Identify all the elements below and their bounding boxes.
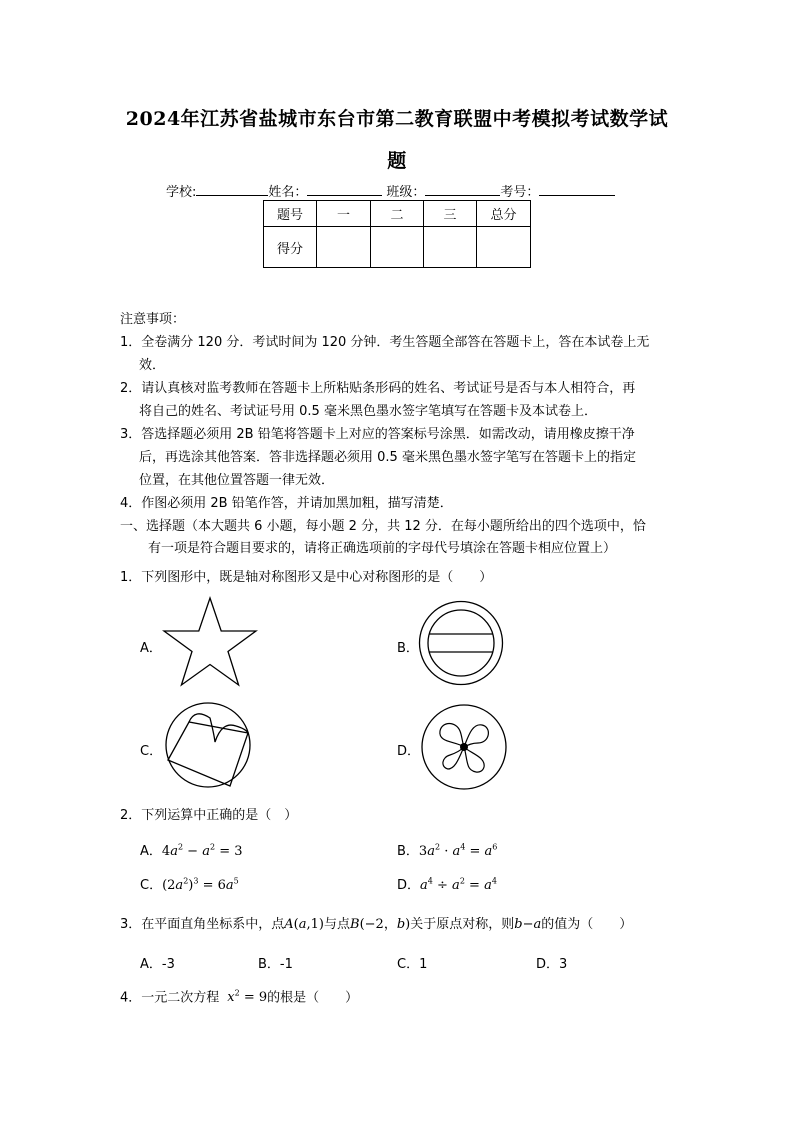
q2-option-a[interactable] [140,840,243,859]
q2-option-d-label: D． [397,878,421,893]
q4-stem [120,986,358,1006]
math-expr: $a^4 \div a^2 = a^4$ [420,876,497,893]
score-cell[interactable] [424,227,477,268]
note-3c: 位置，在其他位置答题一律无效． [139,473,335,488]
score-table [263,200,531,268]
note-2a: 2．请认真核对监考教师在答题卡上所粘贴条形码的姓名、考试证号是否与本人相符合，再 [120,381,636,396]
exam-no-label: 考号： [500,185,540,200]
score-row-label: 得分 [264,227,317,268]
circle-band-figure [418,600,504,686]
math-expr: $3a^2 \cdot a^4 = a^6$ [418,842,498,859]
q1-option-c-label[interactable]: C． [140,744,163,759]
q2-option-b[interactable] [397,840,497,859]
section1-line2: 有一项是符合题目要求的，请将正确选项前的字母代号填涂在答题卡相应位置上） [148,541,617,556]
note-2b: 将自己的姓名、考试证号用 0.5 毫米黑色墨水签字笔填写在答题卡及本试卷上． [139,404,597,419]
note-3a: 3．答选择题必须用 2B 铅笔将答题卡上对应的答案标号涂黑．如需改动，请用橡皮擦干净 [120,427,635,442]
note-1a: 1．全卷满分 120 分．考试时间为 120 分钟．考生答题全部答在答题卡上，答在本试卷上无 [120,335,650,350]
q3-stem [120,917,632,933]
q4-stem-post: 的根是（ ） [267,990,359,1006]
q3-option-c[interactable]: C．1 [397,957,428,972]
q2-option-b-label: B． [397,844,419,859]
section1-line1: 一、选择题（本大题共 6 小题，每小题 2 分，共 12 分．在每小题所给出的四个选项中，恰 [120,519,646,534]
b-minus-a: b−a [514,917,542,932]
page-title-line2: 题 [387,150,407,172]
q2-stem: 2．下列运算中正确的是（ ） [120,808,298,823]
math-expr: $(2a^2)^3 = 6a^5$ [162,876,239,893]
class-label: 班级： [386,185,426,200]
heart-square-figure [164,700,252,790]
note-1b: 效． [139,358,166,373]
name-label: 姓名： [268,185,308,200]
page-title-line1: 2024年江苏省盐城市东台市第二教育联盟中考模拟考试数学试 [125,108,669,130]
q4-stem-pre: 4．一元二次方程 [120,990,220,1006]
point-a: A(a,1) [284,917,324,932]
exam-no-blank[interactable] [539,183,615,196]
q3-option-a[interactable]: A．-3 [140,957,175,972]
student-info [166,181,615,200]
q1-option-b-label[interactable]: B． [397,641,419,656]
q2-option-c[interactable] [140,874,239,893]
score-header-cell: 三 [424,201,477,227]
score-header-cell: 一 [317,201,371,227]
q3-option-b[interactable]: B．-1 [258,957,293,972]
score-header-cell: 总分 [477,201,531,227]
score-header-cell: 题号 [264,201,317,227]
q3-stem-post: 的值为（ ） [541,917,633,932]
q3-stem-mid: 与点 [324,917,351,932]
q3-option-d[interactable]: D．3 [536,957,568,972]
q3-stem-pre: 3．在平面直角坐标系中，点 [120,917,285,932]
school-blank[interactable] [196,183,268,196]
q3-stem-mid2: 关于原点对称，则 [410,917,515,932]
class-blank[interactable] [425,183,500,196]
q1-stem: 1．下列图形中，既是轴对称图形又是中心对称图形的是（ ） [120,570,493,585]
fan-figure [420,703,508,791]
notes-heading: 注意事项： [120,312,186,327]
score-cell[interactable] [477,227,531,268]
q2-option-c-label: C． [140,878,163,893]
math-expr: $4a^2 - a^2 = 3$ [161,842,243,859]
equation: $x^2 = 9$ [227,989,268,1006]
note-3b: 后，再选涂其他答案．答非选择题必须用 0.5 毫米黑色墨水签字笔写在答题卡上的指定 [139,450,636,465]
q2-option-d[interactable] [397,874,497,893]
point-b: B(−2，b) [350,917,411,932]
school-label: 学校: [166,185,197,200]
score-cell[interactable] [317,227,371,268]
score-header-cell: 二 [371,201,424,227]
name-blank[interactable] [307,183,382,196]
star-figure [160,596,260,690]
q2-option-a-label: A． [140,844,162,859]
q1-option-d-label[interactable]: D． [397,744,421,759]
note-4: 4．作图必须用 2B 铅笔作答，并请加黑加粗，描写清楚． [120,496,453,511]
score-cell[interactable] [371,227,424,268]
q1-option-a-label[interactable]: A． [140,641,162,656]
